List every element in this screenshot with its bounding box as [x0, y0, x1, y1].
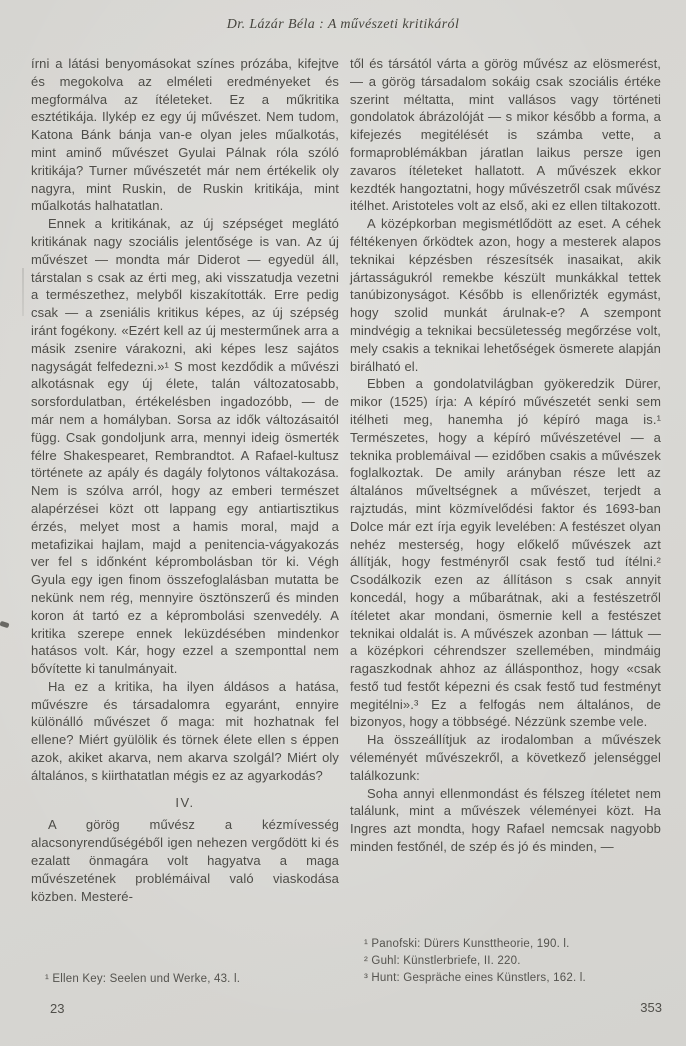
body-paragraph: Soha annyi ellenmondást és félszeg ítéletet nem találunk, mint a művészek véleményei közt. Ha Ingres azt mondta, hogy Rafael nemcsak nagyobb minden festőnél, de szép és jó és minden, —	[350, 785, 661, 855]
page-number-right: 353	[640, 1000, 662, 1015]
right-column	[350, 55, 661, 856]
page-number-left: 23	[50, 1001, 65, 1016]
body-paragraph: A görög művész a kézmívesség alacsonyrendűségéből igen nehezen vergődött ki és ezalatt önmagára volt hagyatva a maga művészetének problémáival való viaskodása közben. Mesteré-	[31, 817, 339, 904]
body-paragraph: A középkorban megismétlődött az eset. A céhek féltékenyen őrködtek azon, hogy a mesterek alapos teknikai képzésben részesítsék inasaikat, akik jártasságukról remekbe készült munkákkal tettek tanúbizonyságot. Később is ellenőrizték egymást, hogy szolid munkát árulnak-e? A szempont mindvégig a teknikai becsületesség megőrzése volt, mely csakis a teknikai lehetőségek ösmerete alapján birálható el.	[350, 216, 661, 374]
body-paragraph: Ha ez a kritika, ha ilyen áldásos a hatása, művészre és társadalomra egyaránt, ennyire különálló művészet ő maga: mit hozhatnak fel ellene? Miért gyülölik és törnek élete ellen s éppen azok, akiket akarva, nem akarva szolgál? Miért oly általános, s kiirthatatlan mégis ez az agyarkodás?	[31, 678, 339, 783]
right-footnotes	[364, 936, 664, 987]
body-paragraph: Ebben a gondolatvilágban gyökeredzik Dürer, mikor (1525) írja: A képíró művészetét senki sem itélheti meg, hanemha jó képíró maga is.¹ Természetes, hogy a képíró művészetével — a teknika problemáival — ezidőben csakis a művészek foglalkoztak. De amily arányban része lett az általános műveltségnek a művészet, terjedt a rajztudás, mint közmívelődési faktor és 1693-ban Dolce már ezt írja egyik levelében: A festészet olyan nehéz mesterség, hogy előkelő művészek azt állítják, hogy festményről csak festő tud ítélni.² Csodálkozik ezen az állításon s csak annyit koncedál, hogy a műbarátnak, aki a festészetről ítéletet akar mondani, ösmernie kell a festészet teknikai oldalát is. A művészek azonban — láttuk — a középkori céhrendszer szellemében, mindmáig ragaszkodnak ahhoz az állásponthoz, hogy «csak festő tud festőt képezni és csak festő tud festményt megitélni».³ Ez a felfogás nem általános, de bizonyos, hogy a többségé. Nézzünk szembe vele.	[350, 376, 661, 730]
footnote: ¹ Panofski: Dürers Kunsttheorie, 190. l.	[364, 938, 570, 950]
paper-crease	[22, 268, 24, 316]
scan-artifact	[0, 621, 10, 629]
body-paragraph: Ennek a kritikának, az új szépséget meglátó kritikának nagy szociális jelentősége is van. Az új művészet — mondta már Diderot — egyedül áll, társtalan s csak az érti meg, aki visszatudja vezetni a természethez, melyből kiszakították. Erre pedig csak — a zseniális kritikus képes, az új szépség iránt fogékony. «Ezért kell az új mesterműnek arra a másik zsenire várakozni, aki képes lesz sajátos nagyságát felfedezni.»¹ S most kezdődik a művészi alkotásnak egy új élete, talán változatosabb, sorsfordulatban, értékelésben ingadozóbb, — de már nem a homályban. Sorsa az idők változásaitól függ. Csak gondoljunk arra, mennyi ideig ösmerték félre Shakespearet, Rembrandtot. A Rafael-kultusz története az apály és dagály folytonos váltakozása. Nem is szólva arról, hogy az emberi természet alapérzései közt ott lappang egy antiartisztikus érzés, melyet most a hamis moral, majd a metafizikai hajlam, majd a penitencia-vágyakozás ver fel s időnként képrombolásban tör ki. Végh Gyula egy igen finom összefoglalásban mutatta be nekünk nem rég, mennyire ösztönszerű és minden koron át tartó ez a képrombolási szenvedély. A kritika szerepe ennek leküzdésében mindenkor hatásos volt. Kár, hogy ezzel a szemponttal nem bővítette ki tanulmányait.	[31, 216, 339, 677]
body-paragraph: írni a látási benyomásokat színes prózába, kifejtve és megokolva az elméleti eredményeket és megformálva az ítéleteket. Ez a műkritika esztétikája. Ilykép ez egy új művészet. Nem tudom, Katona Bánk bánja van-e olyan jeles műalkotás, mint aminő művészet Gyulai Pálnak róla szóló kritikája? Turner művészetét már nem értékelik oly nagyra, mint Ruskin, de Ruskin kritikája, mint műalkotás halhatatlan.	[31, 56, 339, 214]
left-footnotes	[45, 971, 335, 988]
section-heading: IV.	[175, 794, 195, 810]
left-column	[31, 55, 339, 905]
body-paragraph: Ha összeállítjuk az irodalomban a művészek véleményét művészekről, a következő jelenséggel találkozunk:	[350, 732, 661, 783]
footnote: ¹ Ellen Key: Seelen und Werke, 43. l.	[45, 973, 241, 985]
running-header: Dr. Lázár Béla : A művészeti kritikáról	[226, 17, 460, 32]
body-paragraph: től és társától várta a görög művész az elösmerést, — a görög társadalom sokáig csak szociális értéke szerint méltatta, mint vallásos vagy történeti gondolatok ábrázolóját — s mikor később a forma, a kifejezés megitélését is számba vette, a formaproblémákban járatlan laikus persze igen zavaros ítéleteket hallatott. A művészek ekkor kezdték hangoztatni, hogy művészetről csak művész itélhet. Aristoteles volt az első, aki ez ellen tiltakozott.	[350, 56, 661, 214]
footnote: ² Guhl: Künstlerbriefe, II. 220.	[364, 955, 521, 967]
footnote: ³ Hunt: Gespräche eines Künstlers, 162. l.	[364, 972, 586, 984]
